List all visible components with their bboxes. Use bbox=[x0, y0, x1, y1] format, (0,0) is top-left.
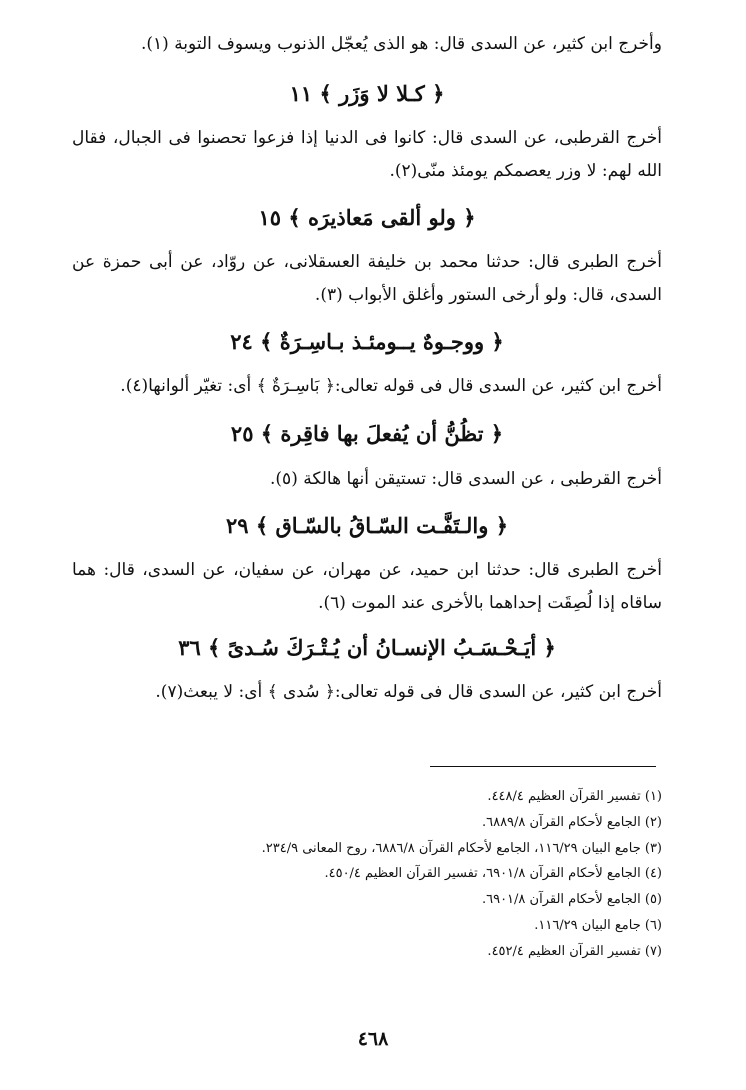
footnote-7: (٧) تفسير القرآن العظيم ٤٥٢/٤. bbox=[487, 944, 662, 959]
paragraph-7: أخرج ابن كثير، عن السدى قال فى قوله تعالى:﴿ سُدى ﴾ أى: لا يبعث(٧). bbox=[155, 682, 662, 702]
paragraph-6: أخرج الطبرى قال: حدثنا ابن حميد، عن مهران، عن سفيان، عن السدى، قال: هما ساقاه إذا لُصِقَت إحداهما بالأخرى عند الموت (٦). bbox=[72, 560, 662, 613]
footnote-5: (٥) الجامع لأحكام القرآن ٦٩٠١/٨. bbox=[481, 892, 662, 907]
verse-heading-36: ﴿ أيَـحْـسَـبُ الإنسـانُ أن يُـتْـرَكَ سُـدىً ﴾ ٣٦ bbox=[178, 635, 556, 660]
verse-heading-15: ﴿ ولو ألقى مَعاذيرَه ﴾ ١٥ bbox=[258, 205, 476, 230]
footnote-4: (٤) الجامع لأحكام القرآن ٦٩٠١/٨، تفسير القرآن العظيم ٤٥٠/٤. bbox=[324, 866, 662, 881]
footnote-3: (٣) جامع البيان ١١٦/٢٩، الجامع لأحكام القرآن ٦٨٨٦/٨، روح المعانى ٢٣٤/٩. bbox=[261, 841, 662, 856]
verse-heading-11: ﴿ كـلا لا وَزَر ﴾ ١١ bbox=[289, 81, 445, 106]
paragraph-5: أخرج القرطبى ، عن السدى قال: تستيقن أنها هالكة (٥). bbox=[270, 469, 662, 489]
footnote-divider bbox=[430, 766, 656, 767]
paragraph-4: أخرج ابن كثير، عن السدى قال فى قوله تعالى:﴿ بَاسِـرَةٌ ﴾ أى: تغيّر ألوانها(٤). bbox=[120, 376, 662, 396]
page-number: ٤٦٨ bbox=[357, 1028, 389, 1050]
verse-heading-24: ﴿ ووجـوهٌ يــومئـذ بـاسِـرَةٌ ﴾ ٢٤ bbox=[230, 329, 504, 354]
verse-heading-29: ﴿ والـتَفَّـت السّـاقُ بالسّـاق ﴾ ٢٩ bbox=[225, 513, 509, 538]
paragraph-3: أخرج الطبرى قال: حدثنا محمد بن خليفة العسقلانى، عن روّاد، عن أبى حمزة عن السدى، قال: ولو أرخى الستور وأغلق الأبواب (٣). bbox=[72, 252, 662, 305]
verse-heading-25: ﴿ تظُنُّ أن يُفعلَ بها فاقِرة ﴾ ٢٥ bbox=[230, 421, 504, 446]
paragraph-1: وأخرج ابن كثير، عن السدى قال: هو الذى يُعجّل الذنوب ويسوف التوبة (١). bbox=[140, 34, 662, 54]
paragraph-2: أخرج القرطبى، عن السدى قال: كانوا فى الدنيا إذا فزعوا تحصنوا فى الجبال، فقال الله لهم: لا وزر يعصمكم يومئذ منّى(٢). bbox=[72, 128, 662, 181]
footnote-6: (٦) جامع البيان ١١٦/٢٩. bbox=[534, 918, 662, 933]
footnote-1: (١) تفسير القرآن العظيم ٤٤٨/٤. bbox=[487, 789, 662, 804]
footnote-2: (٢) الجامع لأحكام القرآن ٦٨٨٩/٨. bbox=[481, 815, 662, 830]
